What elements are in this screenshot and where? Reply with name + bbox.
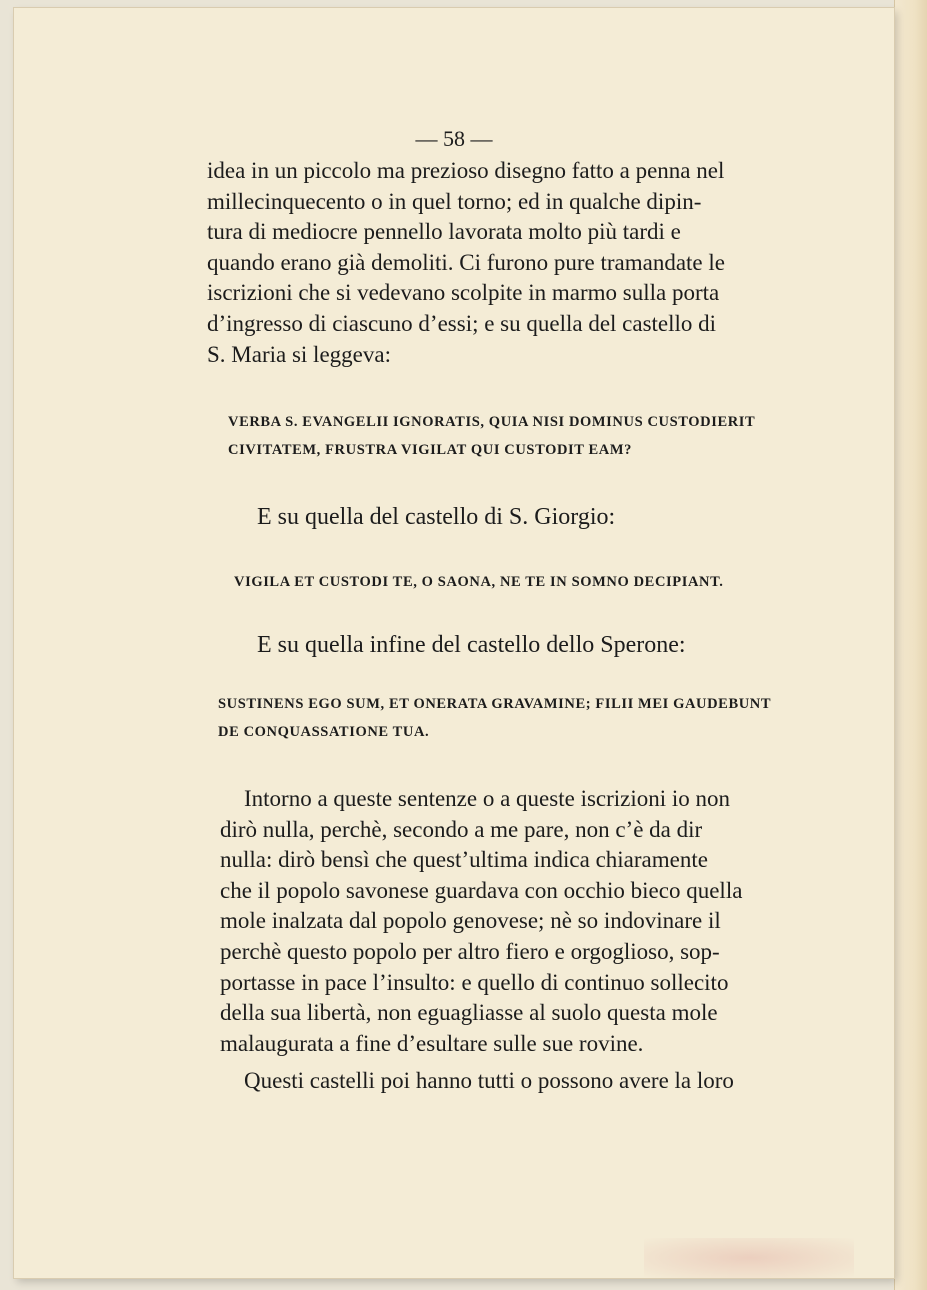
text-line: che il popolo savonese guardava con occhio bieco quella <box>220 877 743 903</box>
text-line: S. Maria si leggeva: <box>207 341 391 367</box>
text-line: della sua libertà, non eguagliasse al suolo questa mole <box>220 1000 718 1026</box>
inscription-line: VIGILA ET CUSTODI TE, O SAONA, NE TE IN SOMNO DECIPIANT. <box>234 574 724 590</box>
text-line: d’ingresso di ciascuno d’essi; e su quella del castello di <box>207 310 717 336</box>
text-line: perchè questo popolo per altro fiero e orgoglioso, sop- <box>220 938 720 964</box>
text-line: portasse in pace l’insulto: e quello di continuo sollecito <box>220 969 729 995</box>
inscription-sperone <box>218 690 788 746</box>
text-line: mole inalzata dal popolo genovese; nè so indovinare il <box>220 908 721 934</box>
text-line: malaugurata a fine d’esultare sulle sue rovine. <box>220 1030 644 1056</box>
inscription-line: DE CONQUASSATIONE TUA. <box>218 724 430 740</box>
inscription-line: VERBA S. EVANGELII IGNORATIS, QUIA NISI DOMINUS CUSTODIERIT <box>228 414 756 430</box>
text-line: idea in un piccolo ma prezioso disegno fatto a penna nel <box>207 158 725 183</box>
intro-san-giorgio: E su quella del castello di S. Giorgio: <box>257 504 616 530</box>
text-line: Intorno a queste sentenze o a queste iscrizioni io non <box>244 786 731 811</box>
text-line: quando erano già demoliti. Ci furono pure tramandate le <box>207 249 725 275</box>
inscription-san-giorgio <box>234 568 804 596</box>
adjacent-page-edge <box>894 0 927 1290</box>
text-line: iscrizioni che si vedevano scolpite in marmo sulla porta <box>207 280 720 306</box>
book-page <box>14 8 894 1278</box>
inscription-line: CIVITATEM, FRUSTRA VIGILAT QUI CUSTODIT EAM? <box>228 442 633 458</box>
paragraph-1 <box>207 156 792 370</box>
page-number: — 58 — <box>415 126 493 151</box>
inscription-line: SUSTINENS EGO SUM, ET ONERATA GRAVAMINE; FILII MEI GAUDEBUNT <box>218 696 772 712</box>
text-line: millecinquecento o in quel torno; ed in qualche dipin- <box>207 188 702 214</box>
text-line: Questi castelli poi hanno tutti o possono avere la loro <box>244 1068 734 1093</box>
paragraph-2 <box>220 784 792 1059</box>
intro-sperone: E su quella infine del castello dello Sperone: <box>257 632 686 658</box>
text-line: nulla: dirò bensì che quest’ultima indica chiaramente <box>220 847 708 873</box>
inscription-santa-maria <box>228 408 798 464</box>
paragraph-3 <box>244 1066 792 1097</box>
paper-stain <box>644 1238 854 1278</box>
text-line: dirò nulla, perchè, secondo a me pare, non c’è da dir <box>220 816 703 842</box>
text-line: tura di mediocre pennello lavorata molto più tardi e <box>207 219 681 245</box>
